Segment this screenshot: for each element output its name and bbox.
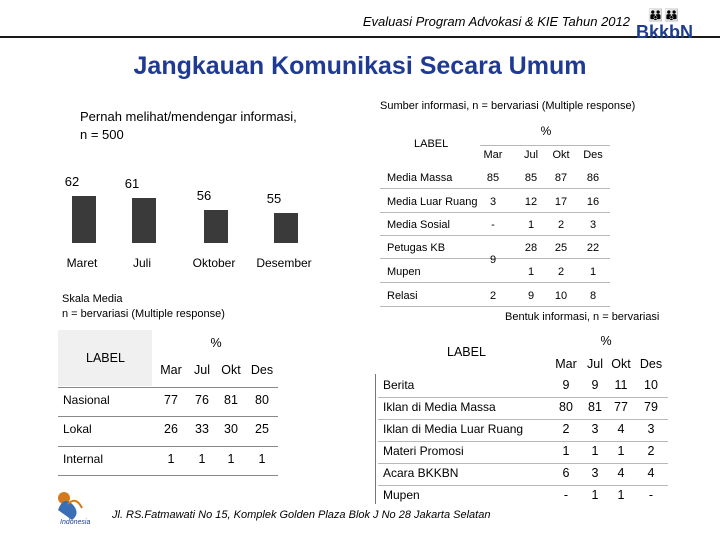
bentuk-row-rule bbox=[378, 441, 668, 442]
bentuk-cell: 4 bbox=[617, 422, 625, 436]
bentuk-month-header: Des bbox=[639, 357, 663, 371]
source-cell: - bbox=[491, 219, 495, 231]
bar-category-label: Oktober bbox=[192, 256, 236, 270]
source-row-label: Petugas KB bbox=[387, 242, 446, 254]
skala-month-header: Jul bbox=[194, 363, 210, 377]
skala-cell: 1 bbox=[227, 452, 235, 466]
bentuk-cell: 1 bbox=[591, 444, 599, 458]
logo-text: BkkbN bbox=[636, 22, 694, 42]
bentuk-row-label: Iklan di Media Massa bbox=[383, 400, 496, 414]
bentuk-cell: 2 bbox=[647, 444, 655, 458]
skala-cell: 1 bbox=[198, 452, 206, 466]
bentuk-cell: 3 bbox=[647, 422, 655, 436]
bentuk-row-rule bbox=[378, 419, 668, 420]
source-month-header: Jul bbox=[523, 149, 539, 161]
source-row-label: Media Sosial bbox=[387, 219, 450, 231]
skala-title-line: Skala Media bbox=[62, 293, 123, 305]
bentuk-cell: 3 bbox=[591, 422, 599, 436]
source-cell: 86 bbox=[586, 172, 600, 184]
page-title: Jangkauan Komunikasi Secara Umum bbox=[133, 52, 587, 80]
source-cell: 1 bbox=[589, 266, 597, 278]
bentuk-month-header: Jul bbox=[587, 357, 603, 371]
bentuk-row-label: Berita bbox=[383, 378, 415, 392]
bentuk-cell: - bbox=[648, 488, 654, 502]
source-cell: 1 bbox=[527, 266, 535, 278]
bentuk-cell: 77 bbox=[614, 400, 628, 414]
bentuk-cell: 1 bbox=[562, 444, 570, 458]
skala-cell: 25 bbox=[255, 422, 269, 436]
bar-value-label: 62 bbox=[64, 174, 80, 189]
source-cell: 17 bbox=[554, 196, 568, 208]
bentuk-cell: 4 bbox=[617, 466, 625, 480]
bar-value-label: 55 bbox=[266, 190, 282, 206]
source-cell: 85 bbox=[524, 172, 538, 184]
bentuk-row-label: Materi Promosi bbox=[383, 444, 464, 458]
source-cell: 16 bbox=[586, 196, 600, 208]
bentuk-cell: - bbox=[563, 488, 569, 502]
source-cell: 25 bbox=[554, 242, 568, 254]
source-pct-header: % bbox=[540, 124, 552, 138]
skala-pct-header: % bbox=[210, 336, 222, 350]
source-cell: 85 bbox=[486, 172, 500, 184]
source-cell: 87 bbox=[554, 172, 568, 184]
bentuk-cell: 4 bbox=[647, 466, 655, 480]
source-cell: 9 bbox=[527, 290, 535, 302]
bentuk-cell: 3 bbox=[591, 466, 599, 480]
source-row-label: Relasi bbox=[387, 290, 418, 302]
skala-cell: 26 bbox=[164, 422, 178, 436]
source-merged-cell: 9 bbox=[489, 254, 497, 266]
source-cell: 2 bbox=[557, 219, 565, 231]
source-cell: 12 bbox=[524, 196, 538, 208]
bentuk-row-rule bbox=[378, 397, 668, 398]
bentuk-cell: 1 bbox=[591, 488, 599, 502]
bentuk-cell: 9 bbox=[562, 378, 570, 392]
source-cell: 3 bbox=[489, 196, 497, 208]
family-figures-icon: 👪👪 bbox=[648, 8, 680, 22]
skala-cell: 1 bbox=[167, 452, 175, 466]
bentuk-cell: 81 bbox=[588, 400, 602, 414]
bentuk-row-label: Acara BKKBN bbox=[383, 466, 459, 480]
bar-chart-n: n = 500 bbox=[80, 127, 124, 142]
skala-label-header: LABEL bbox=[86, 351, 125, 365]
bar-category-label: Juli bbox=[132, 256, 151, 270]
bar-category-label: Maret bbox=[66, 256, 98, 270]
source-cell: 3 bbox=[589, 219, 597, 231]
source-row-label: Media Massa bbox=[387, 172, 453, 184]
source-cell: 28 bbox=[524, 242, 538, 254]
skala-cell: 33 bbox=[195, 422, 209, 436]
bentuk-month-header: Mar bbox=[555, 357, 577, 371]
bentuk-cell: 1 bbox=[617, 444, 625, 458]
source-row-label: Media Luar Ruang bbox=[387, 196, 478, 208]
bar-value-label: 56 bbox=[196, 188, 212, 204]
skala-cell: 30 bbox=[224, 422, 238, 436]
bentuk-month-header: Okt bbox=[611, 357, 631, 371]
skala-cell: 77 bbox=[164, 393, 178, 407]
skala-month-header: Des bbox=[250, 363, 274, 377]
skala-cell: 81 bbox=[224, 393, 238, 407]
skala-cell: 1 bbox=[258, 452, 266, 466]
source-cell: 1 bbox=[527, 219, 535, 231]
skala-row-label: Lokal bbox=[63, 422, 92, 436]
bentuk-row-rule bbox=[378, 485, 668, 486]
header-subtitle: Evaluasi Program Advokasi & KIE Tahun 2012 bbox=[362, 14, 630, 29]
bentuk-row-label: Iklan di Media Luar Ruang bbox=[383, 422, 524, 436]
bentuk-cell: 80 bbox=[559, 400, 573, 414]
footer-address: Jl. RS.Fatmawati No 15, Komplek Golden Plaza Blok J No 28 Jakarta Selatan bbox=[112, 509, 491, 521]
skala-month-header: Okt bbox=[221, 363, 241, 377]
skala-cell: 80 bbox=[255, 393, 269, 407]
bar-category-label: Desember bbox=[256, 256, 312, 270]
source-cell: 8 bbox=[589, 290, 597, 302]
bentuk-cell: 6 bbox=[562, 466, 570, 480]
source-cell: 22 bbox=[586, 242, 600, 254]
bentuk-cell: 10 bbox=[644, 378, 658, 392]
bentuk-label-header: LABEL bbox=[447, 345, 486, 359]
skala-cell: 76 bbox=[195, 393, 209, 407]
bentuk-cell: 79 bbox=[644, 400, 658, 414]
bentuk-row-label: Mupen bbox=[383, 488, 420, 502]
skala-month-header: Mar bbox=[160, 363, 182, 377]
bentuk-row-rule bbox=[378, 463, 668, 464]
footer-logo-text: Indonesia bbox=[60, 519, 91, 526]
skala-row-label: Nasional bbox=[63, 393, 110, 407]
source-label-header: LABEL bbox=[414, 138, 449, 150]
source-month-header: Des bbox=[583, 149, 603, 161]
source-month-header: Mar bbox=[483, 149, 503, 161]
bentuk-table-caption: Bentuk informasi, n = bervariasi bbox=[505, 311, 660, 323]
source-table-caption: Sumber informasi, n = bervariasi (Multiple response) bbox=[380, 100, 636, 112]
source-cell: 2 bbox=[489, 290, 497, 302]
bentuk-pct-header: % bbox=[600, 334, 612, 348]
bentuk-cell: 9 bbox=[591, 378, 599, 392]
bentuk-cell: 1 bbox=[617, 488, 625, 502]
source-month-header: Okt bbox=[552, 149, 570, 161]
bar-chart-title-line: Pernah melihat/mendengar informasi, bbox=[80, 109, 297, 124]
skala-row-label: Internal bbox=[63, 452, 104, 466]
bentuk-cell: 11 bbox=[614, 378, 628, 392]
skala-n: n = bervariasi (Multiple response) bbox=[62, 308, 225, 320]
source-cell: 2 bbox=[557, 266, 565, 278]
source-row-label: Mupen bbox=[387, 266, 421, 278]
bar-value-label: 61 bbox=[124, 176, 140, 192]
bentuk-cell: 2 bbox=[562, 422, 570, 436]
source-cell: 10 bbox=[554, 290, 568, 302]
